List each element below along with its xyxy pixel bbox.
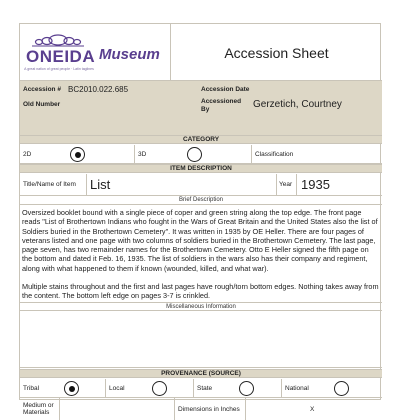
provenance-local-cell — [106, 379, 194, 397]
provenance-local-label: Local — [109, 385, 125, 392]
sheet-header — [20, 24, 382, 81]
provenance-tribal-label: Tribal — [23, 385, 40, 392]
title-field-cell — [87, 174, 277, 195]
logo-tagline: A great nation of great people · Latin taglines — [24, 67, 94, 71]
category-2d-cell — [20, 145, 135, 163]
provenance-tribal-radio[interactable] — [64, 381, 79, 396]
misc-info-field[interactable] — [20, 311, 382, 368]
oneida-logo — [20, 24, 96, 81]
accessioned-by-label: Accessioned By — [201, 98, 242, 113]
provenance-state-cell — [194, 379, 282, 397]
category-heading: CATEGORY — [20, 135, 382, 144]
accessioned-by-field[interactable]: Gerzetich, Courtney — [253, 99, 342, 110]
provenance-heading: PROVENANCE (SOURCE) — [20, 369, 382, 378]
category-2d-label: 2D — [23, 151, 32, 158]
accession-number-field[interactable]: BC2010.022.685 — [68, 85, 129, 94]
category-3d-radio[interactable] — [187, 147, 202, 162]
provenance-state-label: State — [197, 385, 213, 392]
provenance-national-label: National — [285, 385, 309, 392]
title-row — [20, 174, 382, 196]
title-label: Title/Name of Item — [23, 181, 76, 188]
year-field[interactable]: 1935 — [301, 177, 330, 192]
brief-description-field[interactable] — [22, 208, 380, 310]
accession-sheet — [19, 23, 381, 416]
provenance-state-radio[interactable] — [239, 381, 254, 396]
title-field[interactable]: List — [90, 177, 111, 192]
item-description-heading: ITEM DESCRIPTION — [20, 164, 382, 173]
brief-description-paragraph-condition: Multiple stains throughout and the first and last pages have rough/torn bottom edges. Nothing takes away from the content. The bottom left edge on pages 3-7 is crinkled. — [22, 282, 379, 301]
year-label: Year — [279, 181, 293, 188]
year-label-cell — [277, 174, 297, 195]
category-2d-radio[interactable] — [70, 147, 85, 162]
medium-field[interactable] — [60, 398, 175, 420]
category-3d-label: 3D — [138, 151, 147, 158]
provenance-tribal-cell — [20, 379, 106, 397]
accession-date-label: Accession Date — [201, 86, 250, 93]
category-row — [20, 145, 382, 164]
dimensions-label: Dimensions in Inches — [178, 406, 240, 413]
medium-label: Medium or Materials — [23, 402, 54, 416]
classification-label: Classification — [255, 151, 294, 158]
brand-name: Museum — [99, 46, 160, 63]
provenance-national-cell — [282, 379, 382, 397]
provenance-national-radio[interactable] — [334, 381, 349, 396]
provenance-local-radio[interactable] — [152, 381, 167, 396]
category-3d-cell — [135, 145, 252, 163]
accession-number-label: Accession # — [23, 86, 61, 93]
misc-info-label: Miscellaneous Information — [20, 302, 382, 311]
materials-dimensions-row — [20, 398, 382, 420]
page-title: Accession Sheet — [170, 24, 382, 81]
title-label-cell — [20, 174, 87, 195]
dimensions-separator: X — [310, 406, 315, 413]
classification-cell — [252, 145, 382, 163]
brief-description-label: Brief Description — [20, 196, 382, 205]
medium-label-cell — [20, 398, 60, 420]
logo-wordmark: ONEIDA — [26, 47, 96, 66]
dimensions-divider — [245, 398, 246, 420]
provenance-row — [20, 379, 382, 398]
accession-meta — [20, 81, 382, 136]
old-number-label: Old Number — [23, 101, 61, 108]
brief-description-paragraph: Oversized booklet bound with a single piece of coper and green string along the top edge. The front page reads "List of Brothertown Indians who fought in the Wars of Great Britain and the United States also the list of Soldiers buried in the Brothertown Cemetery". It was written in 1935 by OE Heller. There are four pages of veterans listed and one page with two columns of soldiers buried in the Brothertown Cemetery. The last page, page seven, has two remainder names for the Brothertown Cemetery. Otto E Heller signed the fifth page on the bottom and dated it Feb. 16, 1935. The list of soldiers in the wars also has their company and regiment, along with what happened to them if known (wounded, killed, and what war). — [22, 208, 378, 273]
